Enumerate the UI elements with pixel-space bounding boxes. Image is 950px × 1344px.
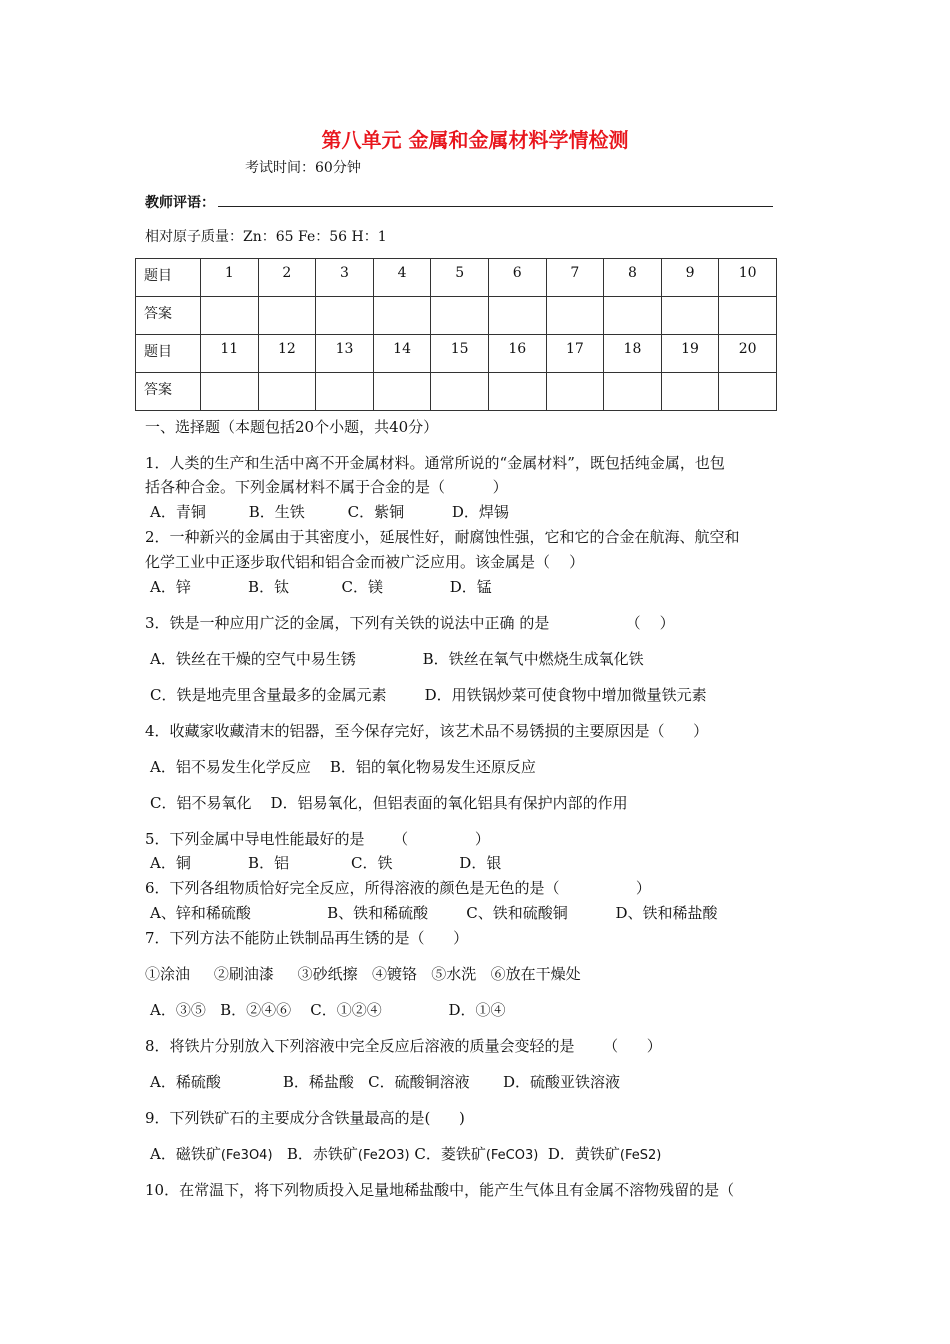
question-7-items: ①涂油 ②刷油漆 ③砂纸擦 ④镀铬 ⑤水洗 ⑥放在干燥处 [145, 965, 581, 983]
option-b: B．赤铁矿 [286, 1145, 358, 1163]
page-title: 第八单元 金属和金属材料学情检测 [321, 128, 629, 152]
answer-cell[interactable] [488, 297, 546, 335]
question-9-text: 9．下列铁矿石的主要成分含铁量最高的是( ) [145, 1109, 465, 1127]
answer-cell[interactable] [316, 373, 374, 411]
question-4-text: 4．收藏家收藏清末的铝器，至今保存完好，该艺术品不易锈损的主要原因是（ ） [145, 722, 709, 740]
option-b-formula: (Fe2O3) [357, 1148, 410, 1163]
table-cell: 1 [201, 259, 259, 297]
table-cell: 5 [431, 259, 489, 297]
option-d-formula: (FeS2) [619, 1148, 662, 1163]
question-8-options: A．稀硫酸 B．稀盐酸 C．硫酸铜溶液 D．硫酸亚铁溶液 [150, 1073, 621, 1091]
question-2-options: A．锌 B．钛 C．镁 D．锰 [150, 578, 492, 596]
answer-cell[interactable] [604, 373, 662, 411]
question-9-options [150, 1143, 661, 1164]
table-cell: 12 [258, 335, 316, 373]
question-3-options: A．铁丝在干燥的空气中易生锈 B．铁丝在氧气中燃烧生成氧化铁 [150, 650, 644, 668]
table-cell: 3 [316, 259, 374, 297]
question-6-options: A、锌和稀硫酸 B、铁和稀硫酸 C、铁和硫酸铜 D、铁和稀盐酸 [150, 904, 718, 922]
question-3-options: C．铁是地壳里含量最多的金属元素 D．用铁锅炒菜可使食物中增加微量铁元素 [150, 686, 707, 704]
option-c-formula: (FeCO3) [485, 1148, 539, 1163]
question-3-text: 3．铁是一种应用广泛的金属，下列有关铁的说法中正确 的是 （ ） [145, 614, 675, 632]
table-cell: 13 [316, 335, 374, 373]
answer-cell[interactable] [661, 373, 719, 411]
answer-cell[interactable] [546, 297, 604, 335]
table-cell: 7 [546, 259, 604, 297]
answer-cell[interactable] [373, 373, 431, 411]
table-cell: 19 [661, 335, 719, 373]
table-row [136, 259, 777, 297]
question-1-text: 1．人类的生产和生活中离不开金属材料。通常所说的“金属材料”，既包括纯金属，也包 [145, 454, 725, 472]
answer-cell[interactable] [258, 297, 316, 335]
answer-cell[interactable] [488, 373, 546, 411]
table-cell: 18 [604, 335, 662, 373]
question-2-text: 2．一种新兴的金属由于其密度小，延展性好，耐腐蚀性强，它和它的合金在航海、航空和 [145, 528, 740, 546]
answer-cell[interactable] [661, 297, 719, 335]
table-cell [136, 373, 201, 411]
answer-cell[interactable] [546, 373, 604, 411]
table-cell [136, 297, 201, 335]
answer-cell[interactable] [316, 297, 374, 335]
answer-cell[interactable] [431, 297, 489, 335]
answer-cell[interactable] [719, 373, 777, 411]
table-cell: 15 [431, 335, 489, 373]
row-label: 答案 [144, 306, 172, 322]
option-a-formula: (Fe3O4) [220, 1148, 273, 1163]
answer-cell[interactable] [604, 297, 662, 335]
table-cell [136, 335, 201, 373]
row-label: 题目 [144, 344, 172, 360]
table-cell: 17 [546, 335, 604, 373]
question-1-options: A．青铜 B．生铁 C．紫铜 D．焊锡 [150, 503, 509, 521]
question-7-options: A．③⑤ B．②④⑥ C．①②④ D．①④ [150, 1001, 506, 1019]
table-cell: 14 [373, 335, 431, 373]
question-5-text: 5．下列金属中导电性能最好的是 （ ） [145, 830, 490, 848]
question-1-text: 括各种合金。下列金属材料不属于合金的是（ ） [145, 478, 508, 496]
row-label: 答案 [144, 382, 172, 398]
question-4-options: C．铝不易氧化 D．铝易氧化，但铝表面的氧化铝具有保护内部的作用 [150, 794, 628, 812]
option-c: C．菱铁矿 [414, 1145, 486, 1163]
option-d: D．黄铁矿 [547, 1145, 620, 1163]
question-10-text: 10．在常温下，将下列物质投入足量地稀盐酸中，能产生气体且有金属不溶物残留的是（ [145, 1181, 735, 1199]
atomic-mass-info: 相对原子质量：Zn：65 Fe：56 H：1 [145, 229, 387, 245]
answer-table [135, 258, 777, 411]
answer-cell[interactable] [431, 373, 489, 411]
table-cell: 2 [258, 259, 316, 297]
question-5-options: A．铜 B．铝 C．铁 D．银 [150, 854, 502, 872]
question-8-text: 8．将铁片分别放入下列溶液中完全反应后溶液的质量会变轻的是 （ ） [145, 1037, 662, 1055]
answer-cell[interactable] [201, 297, 259, 335]
table-cell [136, 259, 201, 297]
teacher-comment-label: 教师评语： [145, 195, 215, 211]
question-2-text: 化学工业中正逐步取代铝和铝合金而被广泛应用。该金属是（ ） [145, 553, 585, 571]
answer-cell[interactable] [201, 373, 259, 411]
table-cell: 9 [661, 259, 719, 297]
row-label: 题目 [144, 268, 172, 284]
table-cell: 10 [719, 259, 777, 297]
exam-time: 考试时间：60分钟 [245, 160, 361, 176]
table-cell: 16 [488, 335, 546, 373]
table-row [136, 335, 777, 373]
answer-cell[interactable] [719, 297, 777, 335]
table-cell: 20 [719, 335, 777, 373]
table-cell: 11 [201, 335, 259, 373]
answer-cell[interactable] [258, 373, 316, 411]
section-heading: 一、选择题（本题包括20个小题，共40分） [145, 418, 439, 436]
option-a: A．磁铁矿 [150, 1145, 221, 1163]
table-row [136, 297, 777, 335]
table-cell: 4 [373, 259, 431, 297]
question-4-options: A．铝不易发生化学反应 B．铝的氧化物易发生还原反应 [150, 758, 536, 776]
question-6-text: 6．下列各组物质恰好完全反应，所得溶液的颜色是无色的是（ ） [145, 879, 651, 897]
teacher-comment-line[interactable] [218, 206, 773, 207]
table-cell: 8 [604, 259, 662, 297]
question-7-text: 7．下列方法不能防止铁制品再生锈的是（ ） [145, 929, 469, 947]
table-cell: 6 [488, 259, 546, 297]
answer-cell[interactable] [373, 297, 431, 335]
table-row [136, 373, 777, 411]
